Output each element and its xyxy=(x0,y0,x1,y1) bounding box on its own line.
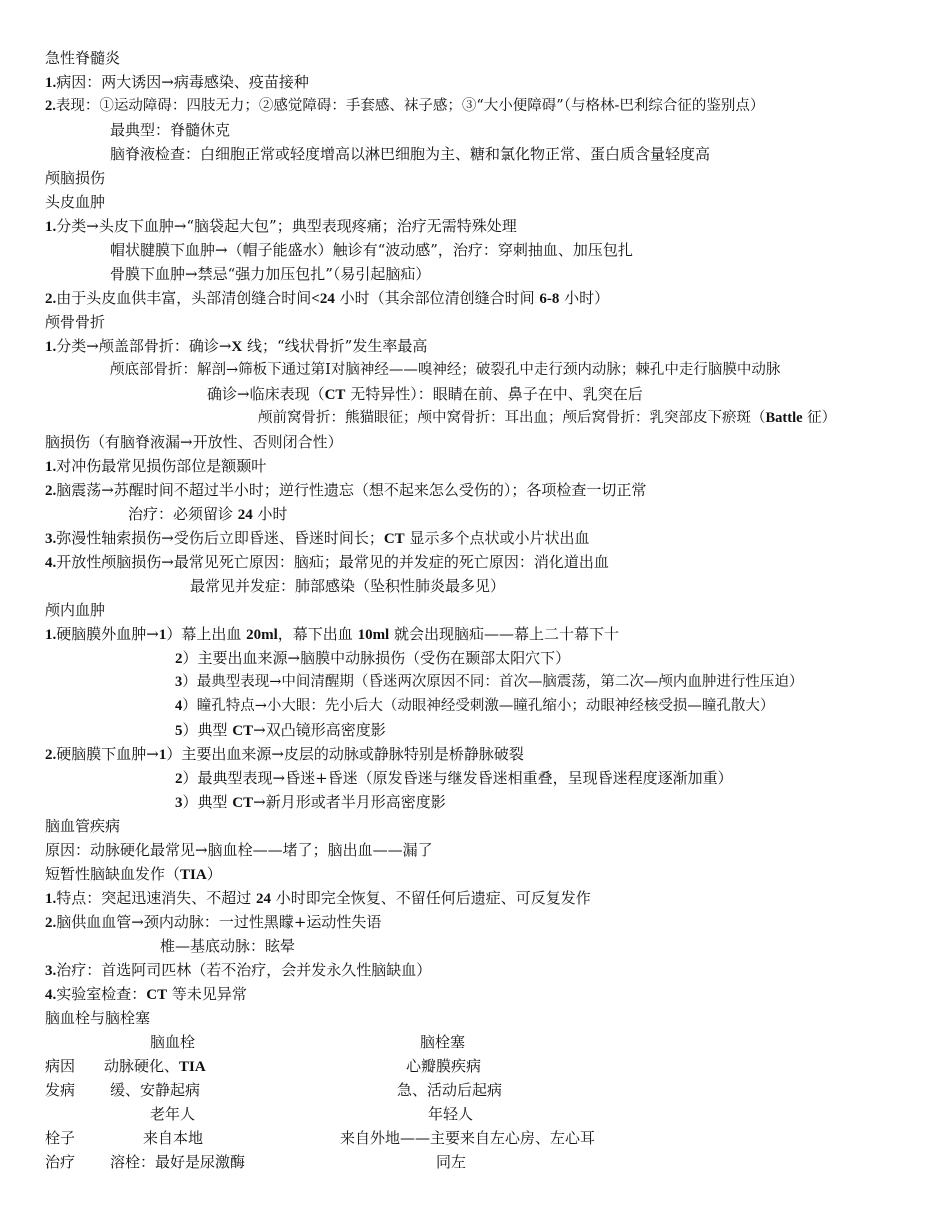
text-line: 3）典型 CT→新月形或者半月形高密度影 xyxy=(175,793,446,811)
table-header-thrombosis: 脑血栓 xyxy=(150,1033,196,1051)
section-title-craniocerebral-injury: 颅脑损伤 xyxy=(45,169,106,187)
text-line: 2）主要出血来源→脑膜中动脉损伤（受伤在颞部太阳穴下） xyxy=(175,649,571,667)
table-cell: 动脉硬化、TIA xyxy=(104,1057,206,1075)
text-line: 1.硬脑膜外血肿→1）幕上出血 20ml，幕下出血 10ml 就会出现脑疝——幕上二十幕下十 xyxy=(45,625,620,643)
subsection-title-brain-injury: 脑损伤（有脑脊液漏→开放性、否则闭合性） xyxy=(45,433,343,451)
text-line: 骨膜下血肿→禁忌“强力加压包扎”（易引起脑疝） xyxy=(110,265,431,283)
table-cell: 来自本地 xyxy=(143,1129,204,1147)
subsection-title-skull-fracture: 颅骨骨折 xyxy=(45,313,106,331)
text-line: 2.硬脑膜下血肿→1）主要出血来源→皮层的动脉或静脉特别是桥静脉破裂 xyxy=(45,745,524,763)
subsection-title-intracranial-hematoma: 颅内血肿 xyxy=(45,601,106,619)
table-cell: 急、活动后起病 xyxy=(397,1081,503,1099)
text-line: 4.实验室检查：CT 等未见异常 xyxy=(45,985,247,1003)
table-cell: 老年人 xyxy=(150,1105,196,1123)
text-line: 颅前窝骨折：熊猫眼征；颅中窝骨折：耳出血；颅后窝骨折：乳突部皮下瘀斑（Battle 征） xyxy=(258,410,837,426)
text-line: 1.对冲伤最常见损伤部位是额颞叶 xyxy=(45,457,267,475)
text-line: 3.治疗：首选阿司匹林（若不治疗，会并发永久性脑缺血） xyxy=(45,961,432,979)
text-line: 帽状腱膜下血肿→（帽子能盛水）触诊有“波动感”，治疗：穿刺抽血、加压包扎 xyxy=(110,241,633,259)
table-cell: 缓、安静起病 xyxy=(110,1081,201,1099)
subsection-title-thrombosis-vs-embolism: 脑血栓与脑栓塞 xyxy=(45,1009,151,1027)
text-line: 2）最典型表现→昏迷+昏迷（原发昏迷与继发昏迷相重叠，呈现昏迷程度逐渐加重） xyxy=(175,769,733,787)
text-line: 治疗：必须留诊 24 小时 xyxy=(128,505,288,523)
text-line: 4）瞳孔特点→小大眼：先小后大（动眼神经受刺激—瞳孔缩小；动眼神经核受损—瞳孔散大） xyxy=(175,698,775,714)
section-title-acute-myelitis: 急性脊髓炎 xyxy=(45,49,121,67)
text-line: 最常见并发症：肺部感染（坠积性肺炎最多见） xyxy=(190,577,506,595)
text-line: 2.表现：①运动障碍：四肢无力；②感觉障碍：手套感、袜子感；③“大小便障碍”（与格林-巴利综合征的鉴别点） xyxy=(45,98,765,114)
table-cell: 年轻人 xyxy=(428,1105,474,1123)
text-line: 2.由于头皮血供丰富，头部清创缝合时间<24 小时（其余部位清创缝合时间 6-8 小时） xyxy=(45,289,610,307)
text-line: 1.病因：两大诱因→病毒感染、疫苗接种 xyxy=(45,73,309,91)
text-line: 原因：动脉硬化最常见→脑血栓——堵了；脑出血——漏了 xyxy=(45,841,433,859)
text-line: 2.脑震荡→苏醒时间不超过半小时；逆行性遗忘（想不起来怎么受伤的）；各项检查一切正常 xyxy=(45,481,647,499)
text-line: 5）典型 CT→双凸镜形高密度影 xyxy=(175,721,386,739)
text-line: 颅底部骨折：解剖→筛板下通过第Ⅰ对脑神经——嗅神经；破裂孔中走行颈内动脉；棘孔中走行脑膜中动脉 xyxy=(110,362,781,378)
text-line: 3）最典型表现→中间清醒期（昏迷两次原因不同：首次—脑震荡，第二次—颅内血肿进行性压迫） xyxy=(175,674,804,690)
subsection-title-scalp-hematoma: 头皮血肿 xyxy=(45,193,106,211)
text-line: 4.开放性颅脑损伤→最常见死亡原因：脑疝；最常见的并发症的死亡原因：消化道出血 xyxy=(45,553,609,571)
table-cell: 溶栓：最好是尿激酶 xyxy=(110,1153,246,1171)
text-line: 椎—基底动脉：眩晕 xyxy=(160,937,296,955)
table-row-label: 发病 xyxy=(45,1081,76,1099)
subsection-title-tia: 短暂性脑缺血发作（TIA） xyxy=(45,865,222,883)
table-row-label: 栓子 xyxy=(45,1129,76,1147)
text-line: 3.弥漫性轴索损伤→受伤后立即昏迷、昏迷时间长；CT 显示多个点状或小片状出血 xyxy=(45,529,590,547)
text-line: 最典型：脊髓休克 xyxy=(110,121,231,139)
text-line: 1.分类→头皮下血肿→“脑袋起大包”；典型表现疼痛；治疗无需特殊处理 xyxy=(45,217,517,235)
section-title-cerebrovascular-disease: 脑血管疾病 xyxy=(45,817,121,835)
table-row-label: 病因 xyxy=(45,1057,76,1075)
text-line: 2.脑供血血管→颈内动脉：一过性黑矇+运动性失语 xyxy=(45,913,382,931)
text-line: 1.特点：突起迅速消失、不超过 24 小时即完全恢复、不留任何后遗症、可反复发作 xyxy=(45,889,591,907)
text-line: 脑脊液检查：白细胞正常或轻度增高以淋巴细胞为主、糖和氯化物正常、蛋白质含量轻度高 xyxy=(110,145,711,163)
table-cell: 心瓣膜疾病 xyxy=(406,1057,482,1075)
text-line: 确诊→临床表现（CT 无特异性）：眼睛在前、鼻子在中、乳突在后 xyxy=(207,385,643,403)
table-row-label: 治疗 xyxy=(45,1153,76,1171)
table-cell: 同左 xyxy=(436,1153,467,1171)
text-line: 1.分类→颅盖部骨折：确诊→X 线；“线状骨折”发生率最高 xyxy=(45,337,428,355)
table-header-embolism: 脑栓塞 xyxy=(420,1033,466,1051)
table-cell: 来自外地——主要来自左心房、左心耳 xyxy=(340,1129,596,1147)
